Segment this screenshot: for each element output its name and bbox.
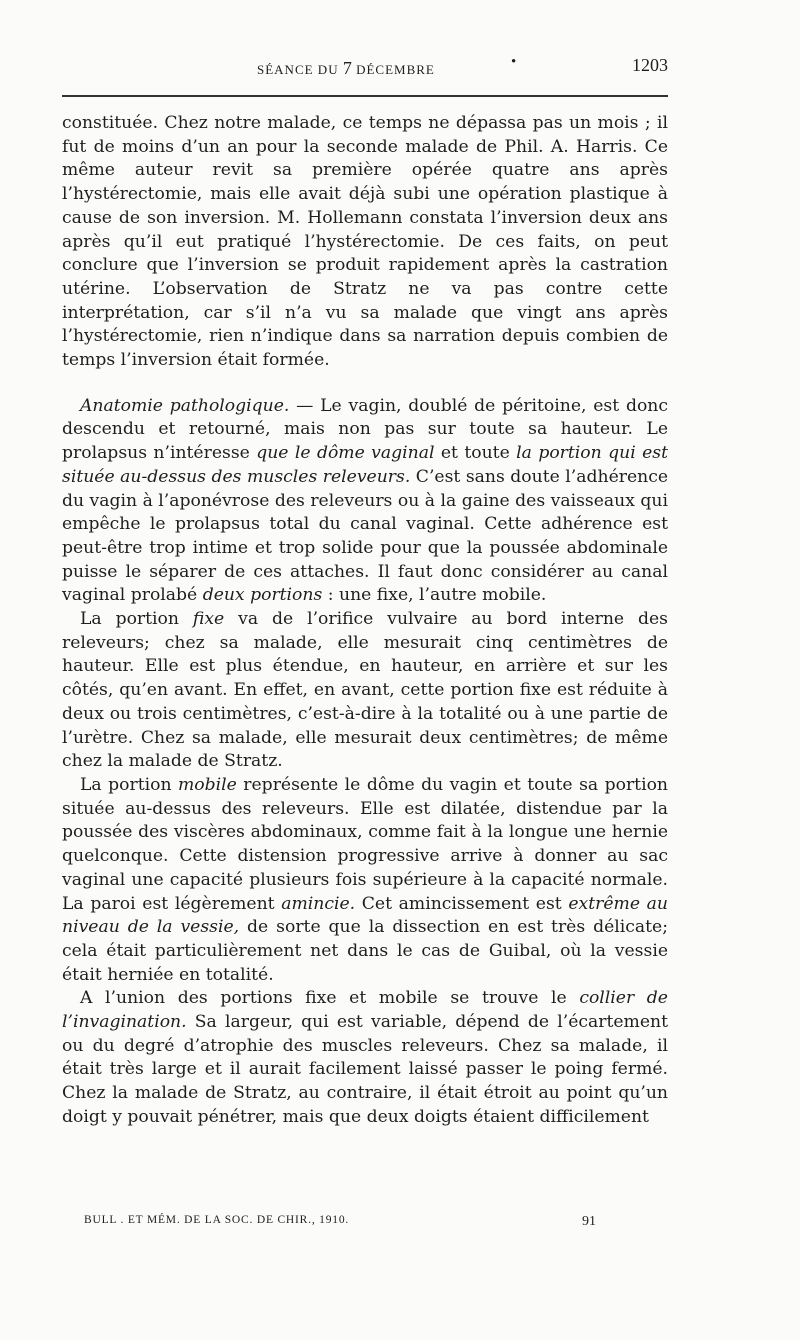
- italic-run: amincie.: [281, 893, 356, 914]
- paragraph-1: constituée. Chez notre malade, ce temps ne dépassa pas un mois ; il fut de moins d’un an pour la seconde malade de Phil. A. Harris. Ce même auteur revit sa première opérée quatre ans après l’hystérectomie, mais elle avait déjà subi une opération plastique à cause de son inversion. M. Hollemann constata l’inversion deux ans après qu’il eut pratiqué l’hystérectomie. De ces faits, on peut conclure que l’inversion se produit rapidement après la castration utérine. L’observation de Stratz ne va pas contre cette interprétation, car s’il n’a vu sa malade que vingt ans après l’hystérectomie, rien n’indique dans sa narration depuis combien de temps l’inversion était formée.: [62, 113, 668, 371]
- italic-run: fixe: [192, 609, 225, 630]
- italic-run: collier de l’invagination.: [62, 988, 668, 1033]
- section-heading: Anatomie pathologique.: [80, 395, 290, 416]
- running-title: [257, 58, 435, 79]
- separator-dot: •: [511, 54, 517, 70]
- text-run: La portion: [80, 609, 193, 630]
- running-head: [62, 40, 668, 80]
- running-title-suffix: DÉCEMBRE: [356, 62, 435, 77]
- text-run: et toute: [434, 443, 517, 464]
- text-run: Sa largeur, qui est variable, dépend de l’écartement ou du degré d’atrophie des muscles releveurs. Chez sa malade, il était très large et il aurait facilement laissé passer le poing fermé. Chez la malade de Stratz, au contraire, il était étroit au point qu’un doigt y pouvait pénétrer, mais que deux doigts étaient difficilement: [62, 1012, 668, 1127]
- header-rule: [62, 95, 668, 97]
- text-run: A l’union des portions fixe et mobile se trouve le: [80, 988, 580, 1009]
- text-run: — Le vagin, doublé de péritoine, est donc descendu et retourné, mais non pas sur toute sa hauteur. Le prolapsus n’intéresse: [62, 395, 668, 464]
- text-run: : une fixe, l’autre mobile.: [322, 585, 547, 606]
- italic-run: deux portions: [202, 585, 323, 606]
- signature-mark: 91: [582, 1214, 596, 1229]
- running-title-number: 7: [342, 58, 352, 78]
- text-run: La portion: [80, 774, 178, 795]
- italic-run: que le dôme vaginal: [256, 443, 435, 464]
- paragraph-3: [62, 608, 668, 774]
- text-run: représente le dôme du vagin et toute sa portion située au-dessus des releveurs. Elle est dilatée, distendue par la poussée des viscères abdominaux, comme fait à la longue une hernie quelconque. Cette distension progressive arrive à donner au sac vaginal une capacité plusieurs fois supérieure à la capacité normale. La paroi est légèrement: [62, 774, 669, 914]
- paragraph-5: [62, 987, 668, 1129]
- page-number: 1203: [632, 55, 668, 75]
- text-run: C’est sans doute l’adhérence du vagin à l’aponévrose des releveurs ou à la gaine des vaisseaux qui empêche le prolapsus total du canal vaginal. Cette adhérence est peut-être trop intime et trop solide pour que la poussée abdominale puisse le séparer de ces attaches. Il faut donc considérer au canal vaginal prolabé: [62, 466, 668, 606]
- paragraph-2: [62, 395, 668, 608]
- page-footer: [84, 1214, 668, 1229]
- paragraph-4: [62, 774, 668, 987]
- italic-run: mobile: [178, 774, 237, 795]
- text-run: Cet amincissement est: [355, 893, 569, 914]
- italic-run: extrême au niveau de la vessie,: [62, 893, 668, 938]
- italic-run: la portion qui est située au-dessus des muscles releveurs.: [62, 443, 668, 487]
- running-title-prefix: SÉANCE DU: [257, 62, 339, 77]
- text-run: va de l’orifice vulvaire au bord interne des releveurs; chez sa malade, elle mesurait cinq centimètres de hauteur. Elle est plus étendue, en hauteur, en arrière et sur les côtés, qu’en avant. En effet, en avant, cette portion fixe est réduite à deux ou trois centimètres, c’est-à-dire à la totalité ou à une partie de l’urètre. Chez sa malade, elle mesurait deux centimètres; de même chez la malade de Stratz.: [62, 609, 668, 772]
- text-run: de sorte que la dissection en est très délicate; cela était particulièrement net dans le cas de Guibal, où la vessie était herniée en totalité.: [62, 917, 669, 985]
- page-content: [62, 40, 669, 1229]
- body-text: [62, 112, 668, 1130]
- journal-line: BULL . ET MÉM. DE LA SOC. DE CHIR., 1910.: [84, 1214, 350, 1226]
